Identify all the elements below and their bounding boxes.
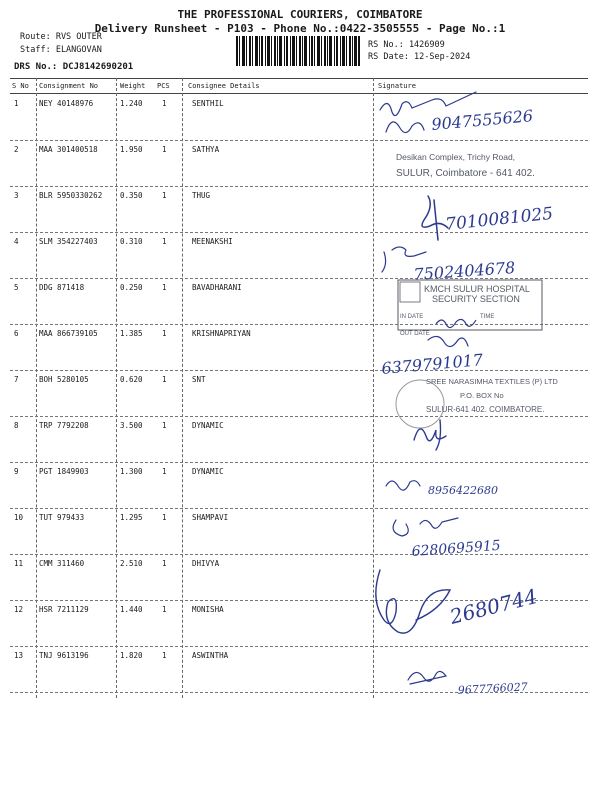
row-pcs: 1 — [162, 375, 167, 384]
drs-number: DRS No.: DCJ8142690201 — [14, 62, 134, 72]
row-sno: 6 — [14, 329, 19, 338]
table-row — [10, 600, 588, 647]
row-pcs: 1 — [162, 651, 167, 660]
row-consignment-no: TNJ 9613196 — [39, 651, 89, 660]
row-consignment-no: BOH 5280105 — [39, 375, 89, 384]
table-row — [10, 416, 588, 463]
row-consignment-no: TUT 979433 — [39, 513, 85, 522]
sig-row9-number: 8956422680 — [428, 484, 498, 497]
col-header-consignee: Consignee Details — [188, 82, 260, 90]
row-consignee: KRISHNAPRIYAN — [192, 329, 251, 338]
row-weight: 0.620 — [120, 375, 143, 384]
row-pcs: 1 — [162, 237, 167, 246]
table-row — [10, 508, 588, 555]
col-header-weight: Weight — [120, 82, 146, 90]
table-row — [10, 94, 588, 141]
row-pcs: 1 — [162, 467, 167, 476]
rs-date: RS Date: 12-Sep-2024 — [368, 52, 471, 62]
stamp-row7-line1: SREE NARASIMHA TEXTILES (P) LTD — [426, 377, 558, 386]
row-sno: 5 — [14, 283, 19, 292]
stamp-row5-in-date: IN DATE — [400, 314, 424, 320]
row-sno: 12 — [14, 605, 24, 614]
row-sno: 1 — [14, 99, 19, 108]
row-consignee: BAVADHARANI — [192, 283, 242, 292]
row-consignment-no: PGT 1849903 — [39, 467, 89, 476]
col-header-sno: S No — [12, 82, 29, 90]
row-consignment-no: HSR 7211129 — [39, 605, 89, 614]
row-weight: 0.250 — [120, 283, 143, 292]
stamp-row2-line1: Desikan Complex, Trichy Road, — [396, 152, 516, 162]
row-pcs: 1 — [162, 605, 167, 614]
row-weight: 1.820 — [120, 651, 143, 660]
staff-label: Staff: ELANGOVAN — [20, 45, 102, 55]
row-weight: 0.310 — [120, 237, 143, 246]
row-consignment-no: TRP 7792208 — [39, 421, 89, 430]
row-consignee: ASWINTHA — [192, 651, 229, 660]
row-consignment-no: MAA 866739105 — [39, 329, 98, 338]
col-header-signature: Signature — [378, 82, 416, 90]
table-top-rule — [10, 78, 588, 79]
stamp-row5-time: TIME — [480, 314, 495, 320]
route-label: Route: RVS OUTER — [20, 32, 102, 42]
sig-row6-number: 6379791017 — [380, 350, 484, 378]
row-sno: 8 — [14, 421, 19, 430]
row-sno: 11 — [14, 559, 24, 568]
row-pcs: 1 — [162, 99, 167, 108]
table-row — [10, 462, 588, 509]
row-consignee: SHAMPAVI — [192, 513, 229, 522]
stamp-row5-out-date: OUT DATE — [400, 331, 430, 337]
row-weight: 1.300 — [120, 467, 143, 476]
table-row — [10, 186, 588, 233]
row-consignee: DHIVYA — [192, 559, 220, 568]
row-weight: 0.350 — [120, 191, 143, 200]
row-sno: 7 — [14, 375, 19, 384]
row-weight: 1.295 — [120, 513, 143, 522]
col-header-consignment: Consignment No — [39, 82, 99, 90]
row-consignment-no: SLM 354227403 — [39, 237, 98, 246]
row-pcs: 1 — [162, 421, 167, 430]
table-row — [10, 232, 588, 279]
row-consignment-no: DDG 871418 — [39, 283, 85, 292]
table-row — [10, 278, 588, 325]
row-consignment-no: NEY 40148976 — [39, 99, 94, 108]
table-row — [10, 554, 588, 601]
sig-row3-number: 7010081025 — [444, 203, 555, 235]
table-row — [10, 370, 588, 417]
row-consignee: SENTHIL — [192, 99, 224, 108]
row-consignment-no: BLR 5950330262 — [39, 191, 103, 200]
row-pcs: 1 — [162, 191, 167, 200]
row-sno: 10 — [14, 513, 24, 522]
sig-row4-number: 7502404678 — [412, 257, 516, 284]
row-sno: 3 — [14, 191, 19, 200]
row-weight: 2.510 — [120, 559, 143, 568]
table-row — [10, 646, 588, 693]
runsheet-subtitle: Delivery Runsheet - P103 - Phone No.:0422-3505555 - Page No.:1 — [94, 22, 506, 35]
row-consignee: SATHYA — [192, 145, 220, 154]
row-weight: 1.950 — [120, 145, 143, 154]
row-sno: 13 — [14, 651, 24, 660]
row-consignee: MONISHA — [192, 605, 224, 614]
stamp-row5-line2: SECURITY SECTION — [432, 294, 520, 304]
stamp-row7-line3: SULUR-641 402. COIMBATORE. — [426, 405, 545, 414]
sig-row10-number: 6280695915 — [411, 537, 502, 560]
row-sno: 2 — [14, 145, 19, 154]
row-sno: 9 — [14, 467, 19, 476]
row-weight: 1.240 — [120, 99, 143, 108]
sig-row13-number: 9677766027 — [457, 680, 529, 697]
row-pcs: 1 — [162, 145, 167, 154]
row-weight: 1.440 — [120, 605, 143, 614]
stamp-row5-line1: KMCH SULUR HOSPITAL — [424, 284, 530, 294]
row-consignee: DYNAMIC — [192, 421, 224, 430]
row-pcs: 1 — [162, 283, 167, 292]
rs-number: RS No.: 1426909 — [368, 40, 445, 50]
sig-row12-number: 2680744 — [447, 584, 540, 629]
stamp-row7-line2: P.O. BOX No — [460, 391, 504, 400]
row-consignee: THUG — [192, 191, 211, 200]
sig-row1-number: 9047555626 — [430, 106, 534, 134]
row-consignment-no: MAA 301400518 — [39, 145, 98, 154]
row-pcs: 1 — [162, 329, 167, 338]
row-consignee: MEENAKSHI — [192, 237, 233, 246]
row-weight: 3.500 — [120, 421, 143, 430]
row-consignee: DYNAMIC — [192, 467, 224, 476]
row-consignee: SNT — [192, 375, 206, 384]
table-row — [10, 324, 588, 371]
row-pcs: 1 — [162, 513, 167, 522]
row-weight: 1.385 — [120, 329, 143, 338]
row-pcs: 1 — [162, 559, 167, 568]
col-header-pcs: PCS — [157, 82, 170, 90]
company-title: THE PROFESSIONAL COURIERS, COIMBATORE — [177, 8, 423, 21]
stamp-row2-line2: SULUR, Coimbatore - 641 402. — [396, 168, 535, 179]
row-sno: 4 — [14, 237, 19, 246]
table-row — [10, 140, 588, 187]
barcode-image — [236, 36, 360, 66]
row-consignment-no: CMM 311460 — [39, 559, 85, 568]
